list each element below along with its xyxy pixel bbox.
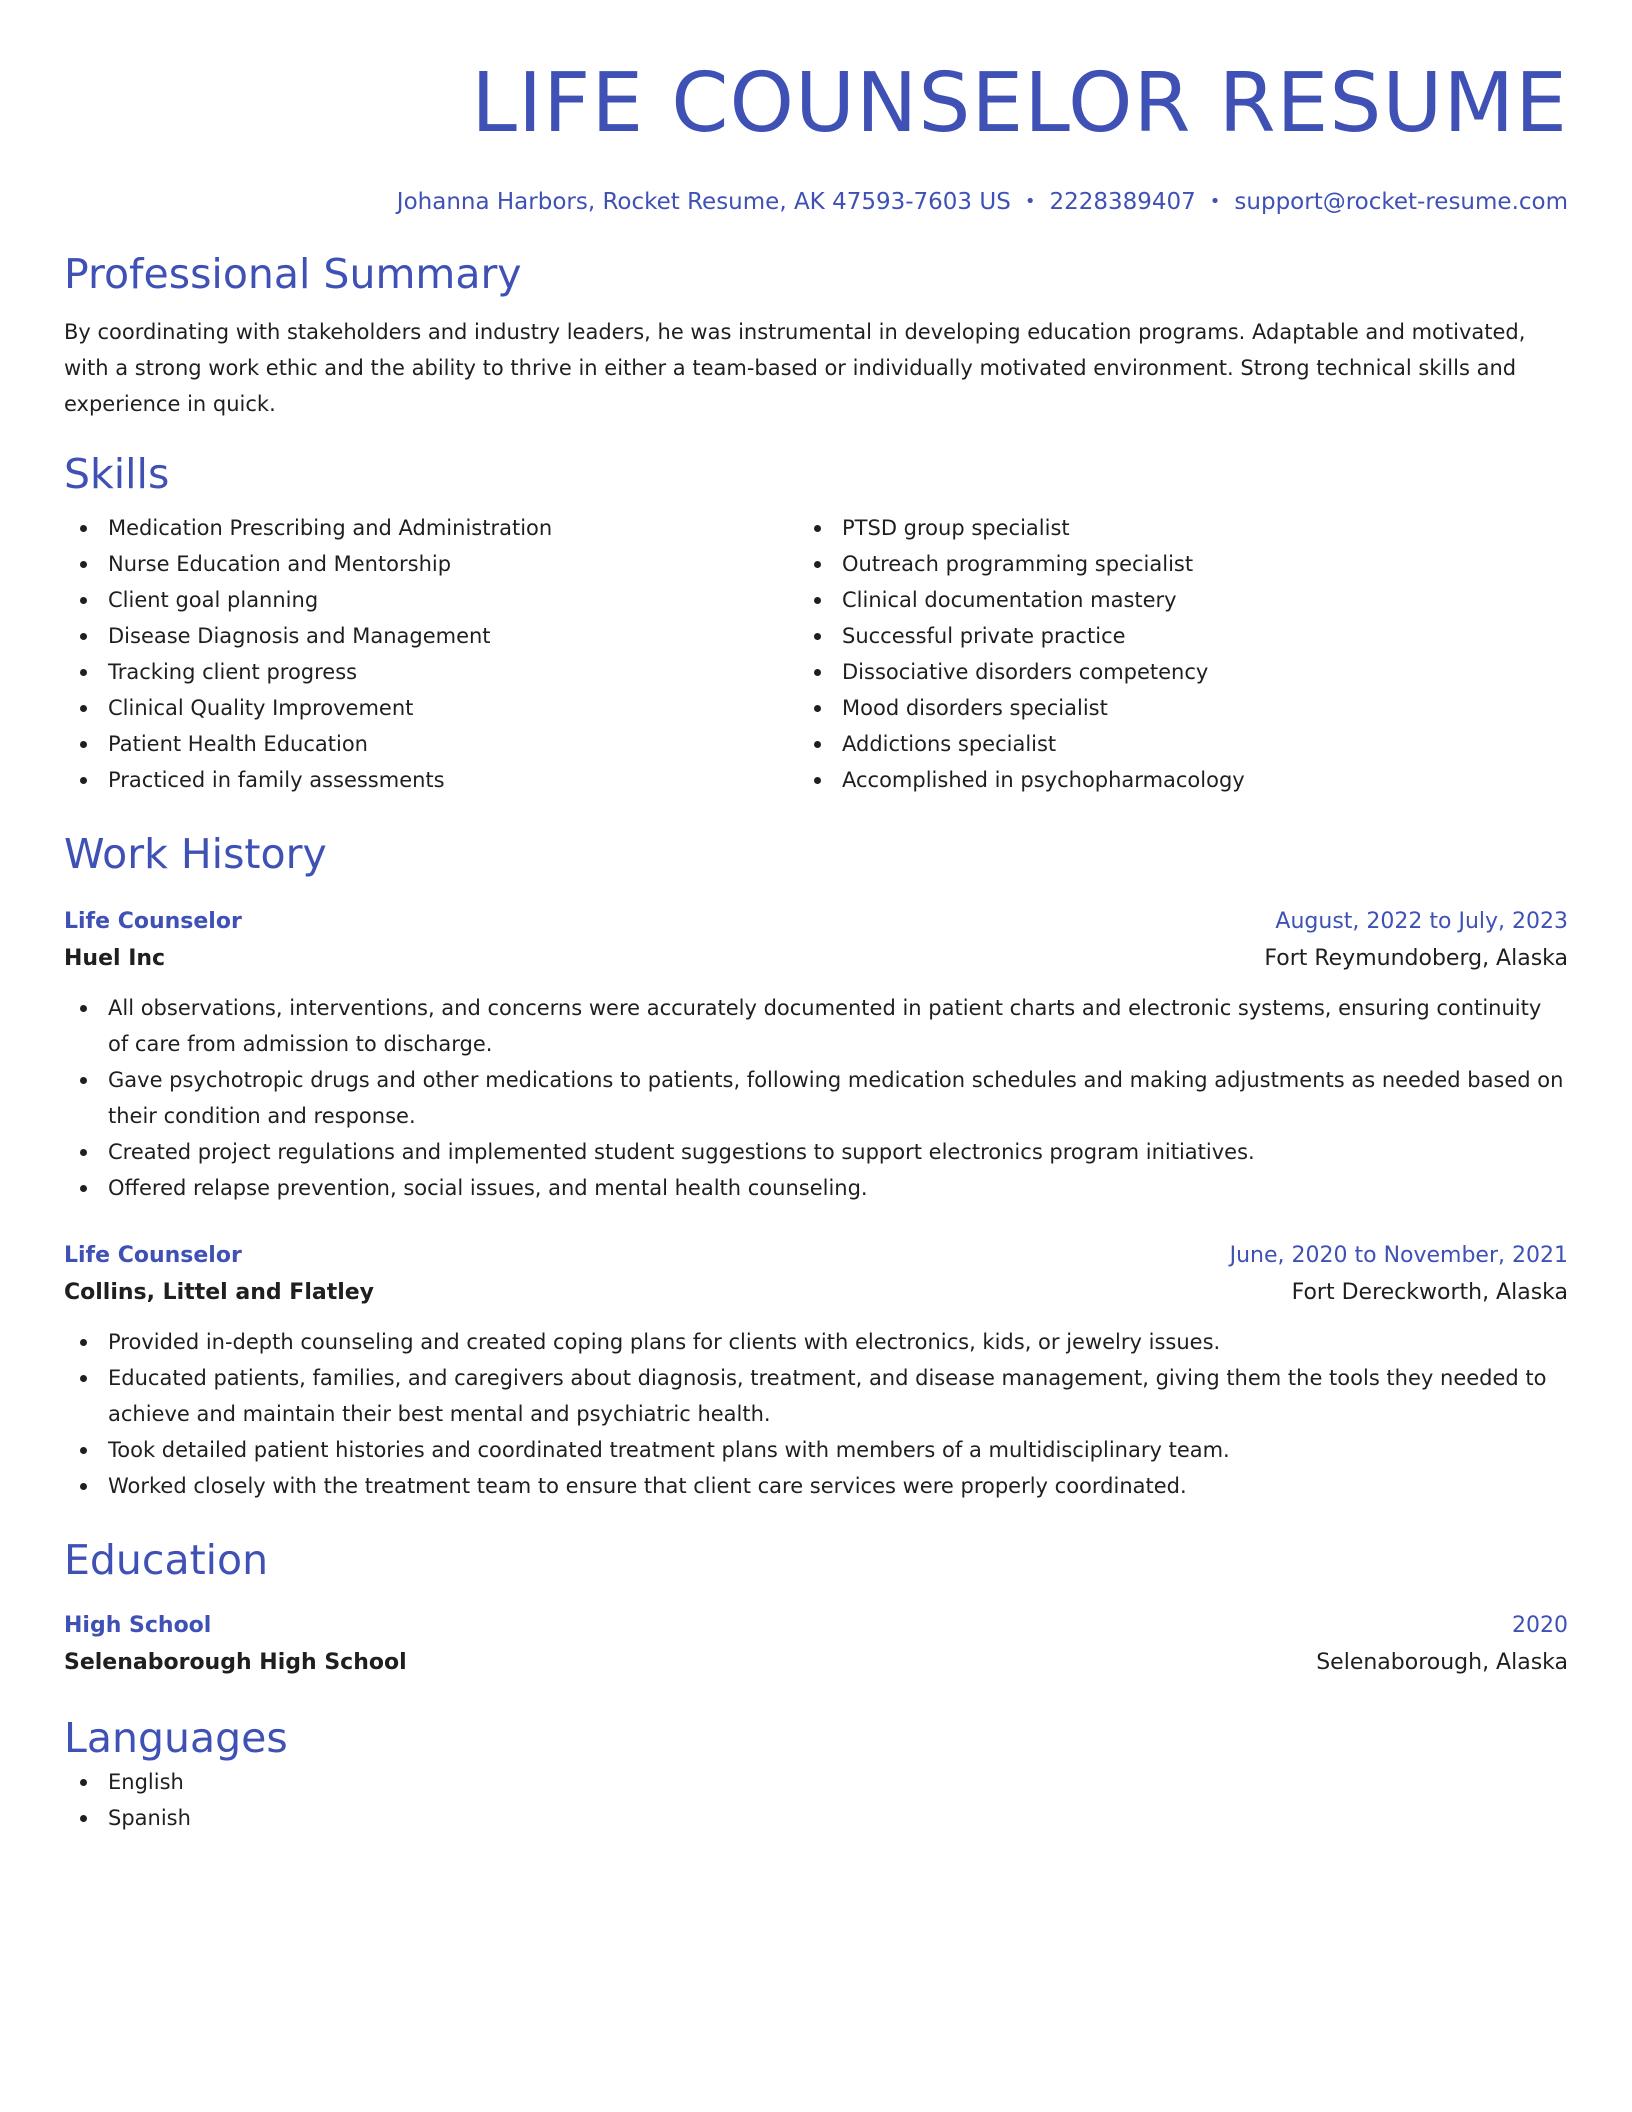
skill-item: Successful private practice <box>798 618 1532 654</box>
skills-column-left <box>64 510 798 798</box>
skill-item: Disease Diagnosis and Management <box>64 618 798 654</box>
summary-text: By coordinating with stakeholders and industry leaders, he was instrumental in developing education programs. Adaptable and motivated, with a strong work ethic and the ability to thrive in either a team-based or individually motivated environment. Strong technical skills and experience in quick. <box>64 320 1526 416</box>
job-dates: June, 2020 to November, 2021 <box>1229 1243 1568 1268</box>
job-company: Collins, Littel and Flatley <box>64 1280 375 1305</box>
job-header-row <box>64 1238 1568 1274</box>
resume-header <box>64 52 1568 218</box>
skill-item: PTSD group specialist <box>798 510 1532 546</box>
education-entry <box>64 1608 1568 1682</box>
bullet-separator-icon: • <box>1209 191 1221 212</box>
skills-list-left <box>64 510 798 798</box>
languages-list <box>64 1764 1568 1836</box>
job-duty-item: Worked closely with the treatment team to ensure that client care services were properly coordinated. <box>64 1468 1568 1504</box>
job-duty-item: Took detailed patient histories and coordinated treatment plans with members of a multidisciplinary team. <box>64 1432 1568 1468</box>
education-school-row <box>64 1644 1568 1682</box>
bullet-separator-icon: • <box>1024 191 1036 212</box>
job-duty-item: Offered relapse prevention, social issues, and mental health counseling. <box>64 1170 1568 1206</box>
education-degree: High School <box>64 1613 212 1638</box>
job-entry <box>64 1238 1568 1504</box>
job-company: Huel Inc <box>64 946 166 971</box>
education-location: Selenaborough, Alaska <box>1316 1650 1568 1675</box>
job-company-row <box>64 940 1568 978</box>
skill-item: Accomplished in psychopharmacology <box>798 762 1532 798</box>
contact-email: support@rocket-resume.com <box>1234 189 1568 215</box>
skill-item: Client goal planning <box>64 582 798 618</box>
job-duties-list <box>64 990 1568 1206</box>
work-history-heading: Work History <box>64 830 327 878</box>
job-duty-item: Educated patients, families, and caregivers about diagnosis, treatment, and disease management, giving them the tools they needed to achieve and maintain their best mental and psychiatric health. <box>64 1360 1568 1432</box>
contact-phone: 2228389407 <box>1049 189 1196 215</box>
language-item: Spanish <box>64 1800 1568 1836</box>
skill-item: Practiced in family assessments <box>64 762 798 798</box>
language-item: English <box>64 1764 1568 1800</box>
education-heading: Education <box>64 1536 269 1584</box>
languages-section <box>64 1712 1568 1836</box>
skill-item: Outreach programming specialist <box>798 546 1532 582</box>
job-duty-item: All observations, interventions, and concerns were accurately documented in patient charts and electronic systems, ensuring continuity of care from admission to discharge. <box>64 990 1568 1062</box>
job-entry <box>64 904 1568 1206</box>
skills-list-right <box>798 510 1532 798</box>
skill-item: Tracking client progress <box>64 654 798 690</box>
languages-heading: Languages <box>64 1714 288 1762</box>
skill-item: Clinical Quality Improvement <box>64 690 798 726</box>
skill-item: Addictions specialist <box>798 726 1532 762</box>
skills-section <box>64 448 1568 798</box>
job-location: Fort Dereckworth, Alaska <box>1291 1280 1568 1305</box>
contact-line <box>64 186 1568 218</box>
job-company-row <box>64 1274 1568 1312</box>
skill-item: Medication Prescribing and Administration <box>64 510 798 546</box>
skill-item: Clinical documentation mastery <box>798 582 1532 618</box>
job-location: Fort Reymundoberg, Alaska <box>1264 946 1568 971</box>
skill-item: Nurse Education and Mentorship <box>64 546 798 582</box>
job-duty-item: Provided in-depth counseling and created coping plans for clients with electronics, kids, or jewelry issues. <box>64 1324 1568 1360</box>
job-duty-item: Gave psychotropic drugs and other medications to patients, following medication schedules and making adjustments as needed based on their condition and response. <box>64 1062 1568 1134</box>
education-year: 2020 <box>1512 1613 1568 1638</box>
job-header-row <box>64 904 1568 940</box>
education-section <box>64 1534 1568 1682</box>
skills-heading: Skills <box>64 450 170 498</box>
skill-item: Dissociative disorders competency <box>798 654 1532 690</box>
job-duty-item: Created project regulations and implemented student suggestions to support electronics program initiatives. <box>64 1134 1568 1170</box>
skills-grid <box>64 510 1568 798</box>
work-history-section <box>64 828 1568 1504</box>
skill-item: Patient Health Education <box>64 726 798 762</box>
summary-heading: Professional Summary <box>64 250 522 298</box>
job-title: Life Counselor <box>64 1243 242 1268</box>
resume-title: LIFE COUNSELOR RESUME <box>471 56 1568 151</box>
job-title: Life Counselor <box>64 909 242 934</box>
job-duties-list <box>64 1324 1568 1504</box>
skill-item: Mood disorders specialist <box>798 690 1532 726</box>
skills-column-right <box>798 510 1532 798</box>
contact-address: Johanna Harbors, Rocket Resume, AK 47593-7603 US <box>396 189 1011 215</box>
summary-section <box>64 248 1568 422</box>
job-dates: August, 2022 to July, 2023 <box>1275 909 1568 934</box>
education-school: Selenaborough High School <box>64 1650 407 1675</box>
education-header-row <box>64 1608 1568 1644</box>
